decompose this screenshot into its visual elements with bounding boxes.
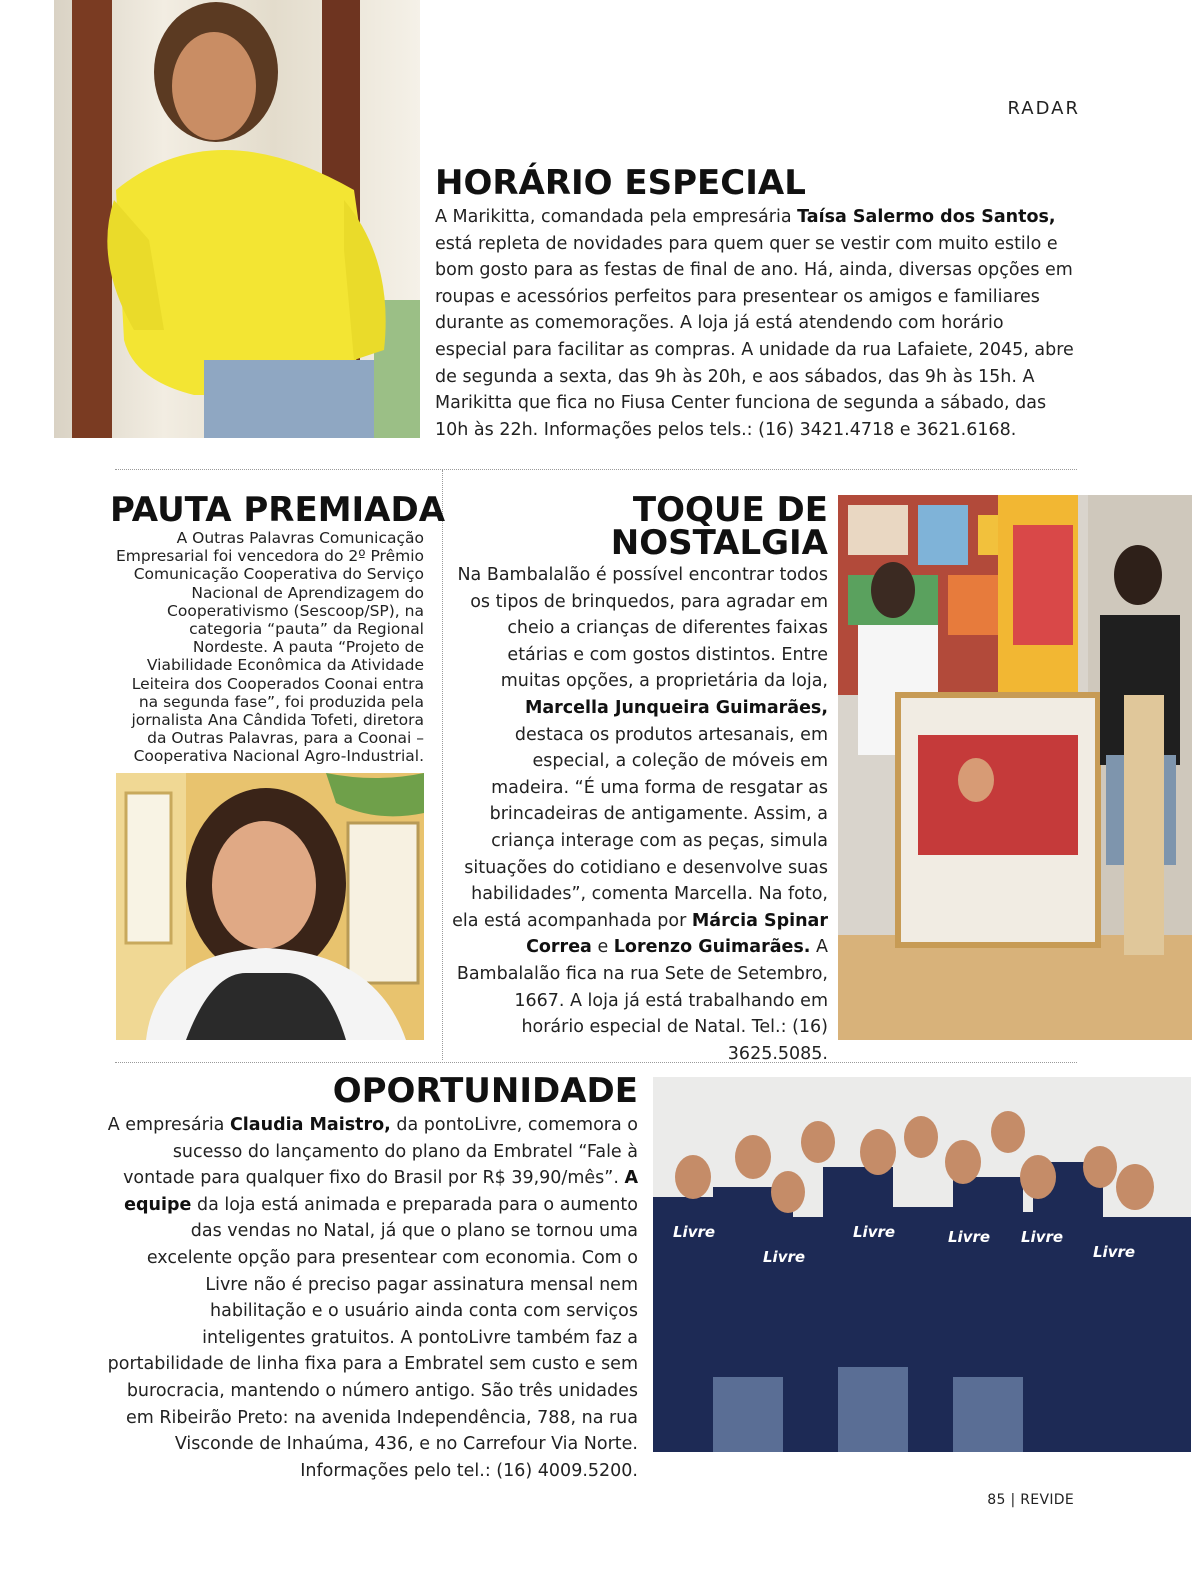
article-text: Na Bambalalão é possível encontrar todos os tipos de brinquedos, para agradar em cheio a crianças de diferentes faixas etárias e com gostos distintos. Entre muitas opções, a proprietária da loja, [457,565,828,692]
page-number: 85 [987,1492,1006,1508]
section-label: RADAR [1007,98,1080,119]
headline-toque-de-nostalgia [560,490,828,563]
folio-separator: | [1010,1492,1016,1508]
shirt-logo-text: Livre [853,1223,896,1241]
article-text: está repleta de novidades para quem quer se vestir com muito estilo e bom gosto para as festas de final de ano. Há, ainda, diversas opções em roupas e acessórios perfeitos para presentear os amigos e familiares durante as comemorações. A loja já está atendendo com horário especial para facilitar as compras. A unidade da rua Lafaiete, 2045, abre de segunda a sexta, das 9h às 20h, e aos sábados, das 9h às 15h. A Marikitta que fica no Fiusa Center funciona de segunda a sábado, das 10h às 22h. Informações pelos tels.: (16) 3421.4718 e 3621.6168. [435,233,1074,440]
article-text: da loja está animada e preparada para o aumento das vendas no Natal, já que o plano se tornou uma excelente opção para presentear com economia. Com o Livre não é preciso pagar assinatura mensal nem habilitação e o usuário ainda conta com serviços inteligentes gratuitos. A pontoLivre também faz a portabilidade de linha fixa para a Embratel sem custo e sem burocracia, mantendo o número antigo. São três unidades em Ribeirão Preto: na avenida Independência, 788, na rua Visconde de Inhaúma, 436, e no Carrefour Via Norte. Informações pelo tel.: (16) 4009.5200. [107,1194,638,1481]
person-name: Lorenzo Guimarães. [613,937,811,958]
magazine-name: REVIDE [1020,1492,1074,1508]
person-name: Claudia Maistro, [229,1115,391,1135]
divider-top [115,469,1077,470]
article-toque-de-nostalgia [452,562,828,1067]
photo-bambalalao [838,495,1192,1040]
article-text: A Marikitta, comandada pela empresária [435,207,798,227]
photo-taisa [54,0,420,438]
shirt-logo-text: Livre [1093,1243,1136,1261]
headline-pauta-premiada: PAUTA PREMIADA [110,490,446,530]
article-text: destaca os produtos artesanais, em especial, a coleção de móveis em madeira. “É uma forma de resgatar as brincadeiras de antigamente. Assim, a criança interage com as peças, simula situações do cotidiano e desenvolve suas habilidades”, comenta Marcella. Na foto, ela está acompanhada por [452,724,828,931]
bold-text: A equipe [124,1168,638,1215]
article-text: da pontoLivre, comemora o sucesso do lançamento do plano da Embratel “Fale à vontade para qualquer fixo do Brasil por R$ 39,90/mês”. [123,1115,638,1189]
photo-ana-candida [116,773,424,1040]
article-horario-especial [435,204,1075,443]
article-text: A empresária [107,1115,230,1135]
photo-equipe-pontolivre [653,1077,1191,1452]
person-name: Márcia Spinar Correa [526,910,828,958]
headline-oportunidade: OPORTUNIDADE [332,1071,638,1111]
article-oportunidade [104,1112,638,1484]
headline-horario-especial: HORÁRIO ESPECIAL [435,163,806,203]
article-pauta-premiada: A Outras Palavras Comunicação Empresarial foi vencedora do 2º Prêmio Comunicação Cooperativa do Serviço Nacional de Aprendizagem do Cooperativismo (Sescoop/SP), na categoria “pauta” da Regional Nordeste. A pauta “Projeto de Viabilidade Econômica da Atividade Leiteira dos Cooperados Coonai entra na segunda fase”, foi produzida pela jornalista Ana Cândida Tofeti, diretora da Outras Palavras, para a Coonai – Cooperativa Nacional Agro-Industrial. [115,529,424,766]
shirt-logo-text: Livre [673,1223,716,1241]
person-name: Marcella Junqueira Guimarães, [524,697,828,718]
page-folio [987,1492,1074,1508]
shirt-logo-text: Livre [763,1248,806,1266]
article-text: e [591,937,614,958]
article-text: A Bambalalão fica na rua Sete de Setembro, 1667. A loja já está trabalhando em horário especial de Natal. Tel.: (16) 3625.5085. [456,937,828,1064]
person-name: Taísa Salermo dos Santos, [797,207,1056,227]
shirt-logo-text: Livre [1021,1228,1064,1246]
headline-line-1: TOQUE DE [632,490,828,530]
divider-vertical [442,470,443,1060]
shirt-logo-text: Livre [948,1228,991,1246]
headline-line-2: NOSTALGIA [610,523,828,563]
